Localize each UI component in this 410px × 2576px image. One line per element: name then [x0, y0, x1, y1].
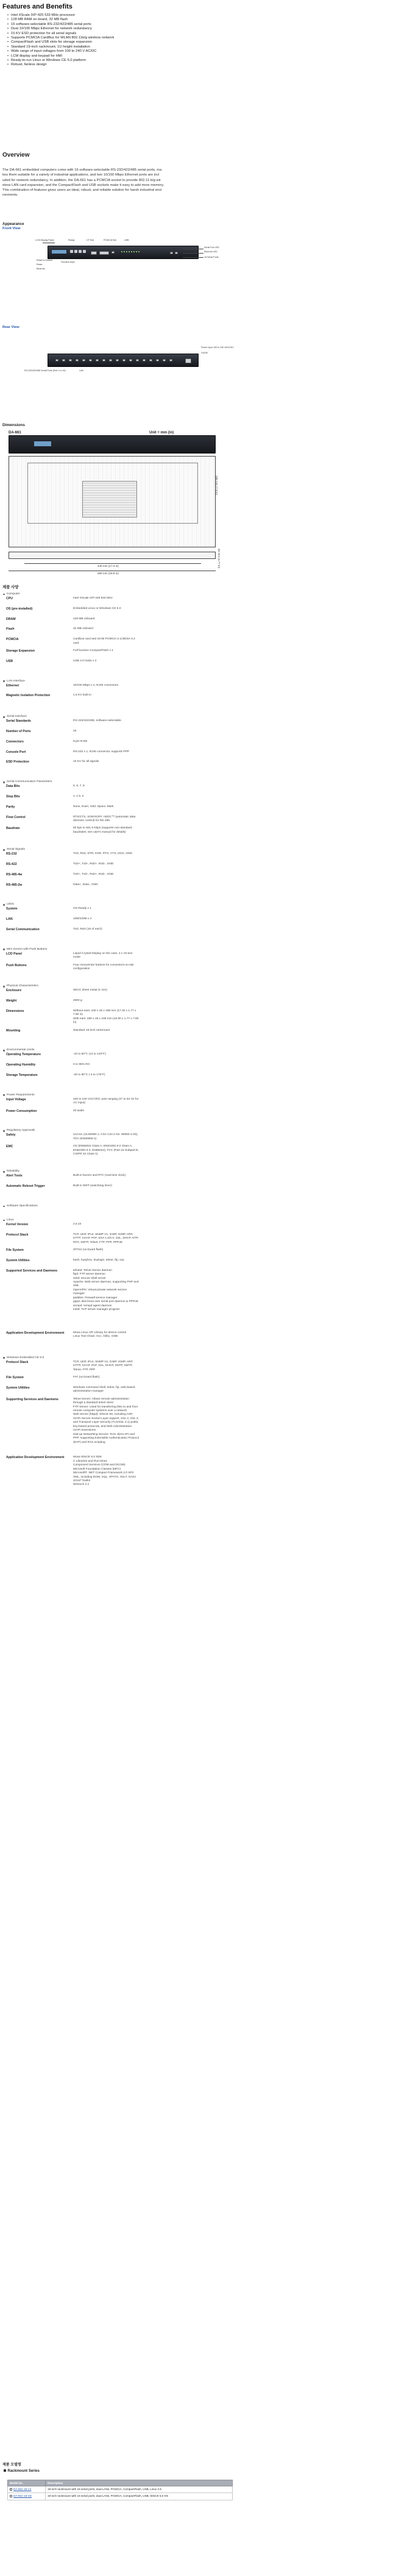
spec-row	[2, 1386, 408, 1398]
spec-key: System Utilities	[6, 1386, 30, 1390]
spec-value: TxD+, TxD-, RxD+, RxD-, GND	[73, 862, 114, 866]
spec-value: TxD+, TxD-, RxD+, RxD-, GND	[73, 872, 114, 876]
spec-value: Windows command shell, telnet, ftp, web-based administration manager	[73, 1386, 135, 1393]
spec-row	[2, 917, 408, 928]
spec-row	[2, 1361, 408, 1376]
function-key	[79, 250, 82, 253]
serial-led	[121, 251, 122, 252]
spec-value: Data+, Data-, GND	[73, 883, 98, 886]
spec-key: Protocol Stack	[6, 1360, 29, 1364]
serial-led	[131, 251, 132, 252]
spec-value: Liquid Crystal Display on the case, 2 x 16 text mode	[73, 952, 133, 959]
spec-section-heading: Reliability	[2, 1170, 408, 1174]
rj45-serial-port	[55, 359, 58, 361]
spec-key: USB	[6, 659, 13, 663]
spec-value: Built-in buzzer and RTC (real-time clock)	[73, 1174, 126, 1178]
table-row	[8, 2486, 233, 2493]
spec-value: 10/100 Mbps x 2, RJ45 connectors	[73, 683, 119, 687]
spec-section-heading: Power Requirements	[2, 1094, 408, 1098]
spec-section	[2, 715, 408, 770]
spec-value: USB 2.0 hosts x 2	[73, 659, 97, 663]
spec-key: Storage Temperature	[6, 1073, 38, 1077]
spec-row	[2, 964, 408, 975]
spec-value: RS-232/422/485, software-selectable	[73, 719, 121, 723]
spec-key: Number of Ports	[6, 729, 31, 733]
rj45-serial-port	[143, 359, 146, 361]
spec-value: 32 MB onboard	[73, 627, 93, 631]
rj45-serial-port	[149, 359, 152, 361]
spec-value: FAT (on-board flash)	[73, 1375, 100, 1379]
spec-row	[2, 816, 408, 827]
order-model-cell[interactable]	[8, 2486, 46, 2493]
rj45-serial-port	[129, 359, 132, 361]
checkbox[interactable]	[10, 2488, 12, 2491]
rear-view-device-image	[48, 354, 199, 367]
rj45-serial-port	[69, 359, 72, 361]
spec-section	[2, 680, 408, 706]
spec-key: Ethernet	[6, 683, 19, 688]
spec-key: Power Consumption	[6, 1109, 37, 1113]
spec-row	[2, 827, 408, 838]
feature-item: • 16 software-selectable RS-232/422/485 serial ports	[7, 23, 190, 27]
dimensions-model: DA-661	[9, 431, 21, 435]
callout-cf: CF Slot	[87, 239, 94, 241]
spec-value: None, Even, Odd, Space, Mark	[73, 805, 114, 808]
spec-value: -10 to 60°C (14 to 140°F)	[73, 1053, 106, 1056]
spec-value: 8-pin RJ45	[73, 739, 88, 743]
spec-section	[2, 1219, 408, 1347]
spec-row	[2, 1063, 408, 1073]
spec-key: RS-485-4w	[6, 872, 23, 877]
ordering-subtitle	[4, 2469, 40, 2474]
order-model-cell[interactable]	[8, 2493, 46, 2500]
spec-value: JFFS2 (on-board flash)	[73, 1248, 104, 1251]
spec-section-heading: Serial Interface	[2, 715, 408, 719]
callout-serial-led: Serial Port LED	[204, 246, 219, 249]
rear-view-label: Rear View	[2, 326, 19, 329]
spec-row	[2, 1398, 408, 1456]
spec-value: TCP, UDP, IPv4, SNMP V1, ICMP, IGMP, ARP, HTTP, CHAP, PAP, SSH 1.0/2.0, SSL, DHCP, NTP, NFS, SMTP, Telnet, FTP, PPP, PPPoE	[73, 1233, 139, 1244]
spec-key: Input Voltage	[6, 1097, 26, 1101]
spec-row	[2, 627, 408, 638]
order-description-cell: 19-inch rackmount with 16 serial ports, dual LANs, PCMCIA, CompactFlash, USB, WinCE 5.0 OS	[46, 2493, 233, 2500]
dimension-side-drawing	[9, 552, 216, 559]
spec-key: Console Port	[6, 750, 26, 754]
features-title: Features and Benefits	[2, 3, 72, 10]
spec-key: System Utilities	[6, 1258, 30, 1262]
spec-row	[2, 1109, 408, 1120]
cf-slot	[91, 251, 97, 255]
callout-ready: Ready	[68, 239, 75, 241]
spec-value: TCP, UDP, IPv4, SNMP V2, ICMP, IGMP, ARP, HTTP, CHAP, PAP, SSL, DHCP, SNTP, SMTP, Telnet, FTP, PPP	[73, 1360, 133, 1372]
spec-value: 20 watts	[73, 1109, 84, 1112]
spec-row	[2, 852, 408, 863]
spec-key: LCD Panel	[6, 952, 22, 956]
spec-row	[2, 1053, 408, 1063]
dimensions-unit: Unit = mm (in)	[149, 431, 174, 435]
spec-key: Magnetic Isolation Protection	[6, 694, 51, 698]
spec-key: Operating Temperature	[6, 1053, 41, 1057]
front-view-label: Front View	[2, 227, 21, 230]
spec-value: 5, 6, 7, 8	[73, 785, 85, 788]
spec-row	[2, 1223, 408, 1233]
callout-ethernet-led: Ethernet LED	[204, 251, 217, 253]
spec-value: Telnet Server: Allows remote administration through a standard telnet client FTP Server: Used for transferring files to and from remote computer systems over a network Web Server (httpd): WinCE 6S, including ASP, ISAPI Secure Socket Layer support, SSL 2, SSL 3, and Transport Layer Security (TLS/SSL 3.1) public key-based protocols, and Web Administration ISAPI Extensions Dial-up Networking Service: RAS client API and PPP, supporting Extensible Authentication Protocol (EAP) and RAS scripting.	[73, 1397, 139, 1444]
feature-item: • Dual 10/100 Mbps Ethernet for network redundancy	[7, 27, 190, 31]
function-key	[83, 250, 86, 253]
rj45-serial-port	[76, 359, 79, 361]
spec-row	[2, 1259, 408, 1269]
spec-value: RTS/CTS, XON/XOFF, ADDC™ (automatic data direction control) for RS-485	[73, 815, 136, 823]
spec-row	[2, 694, 408, 705]
lcm-display	[51, 249, 67, 254]
spec-value: Without ears: 440 x 45 x 198 mm (17.32 x 1.77 x 7.80 in) With ears: 480 x 45 x 198 mm (18.90 x 1.77 x 7.80 in)	[73, 1009, 139, 1025]
serial-led	[133, 251, 135, 252]
spec-section	[2, 848, 408, 893]
spec-value: Intel XScale IXP-425 533 MHz	[73, 597, 113, 600]
spec-key: Supporting Services and Daemons	[6, 1397, 58, 1401]
spec-row	[2, 760, 408, 770]
spec-value: 2600 g	[73, 999, 82, 1003]
order-header-description: Description	[46, 2480, 233, 2486]
serial-led	[136, 251, 137, 252]
callout-power: Power Input 100 to 240 VAC/VDC	[201, 346, 234, 349]
spec-key: Automatic Reboot Trigger	[6, 1184, 45, 1189]
spec-key: Enclosure	[6, 989, 22, 993]
spec-key: Application Development Environment	[6, 1331, 65, 1335]
spec-key: Flash	[6, 627, 15, 632]
front-view-device-image	[48, 246, 199, 259]
spec-value: -20 to 80°C (-4 to 176°F)	[73, 1073, 105, 1076]
feature-item: • 128 MB RAM on-board, 32 MB flash	[7, 18, 190, 22]
spec-key: Data Bits	[6, 785, 20, 789]
rj45-serial-port	[89, 359, 92, 361]
spec-section-heading: Mini Screen with Push Buttons	[2, 948, 408, 952]
spec-value: 100 to 240 VAC/VDC auto ranging (47 to 63 Hz for AC input)	[73, 1097, 139, 1105]
spec-key: RS-422	[6, 862, 17, 866]
spec-row	[2, 1133, 408, 1145]
feature-item: • Ready-to-run Linux or Windows CE 5.0 platform	[7, 59, 190, 63]
checkbox[interactable]	[10, 2495, 12, 2497]
feature-item: • CompactFlash and USB slots for storage expansion	[7, 40, 190, 44]
spec-key: Protocol Stack	[6, 1233, 29, 1237]
usb-port	[111, 251, 115, 254]
spec-value: SECC sheet metal (1 mm)	[73, 989, 107, 992]
spec-key: Dimensions	[6, 1009, 24, 1013]
spec-key: PCMCIA	[6, 638, 19, 642]
model-link[interactable]: DA-661-16-CE	[13, 2494, 32, 2498]
spec-row	[2, 684, 408, 694]
spec-row	[2, 607, 408, 617]
overview-title: Overview	[2, 152, 30, 158]
order-description-cell: 19-inch rackmount with 16 serial ports, dual LANs, PCMCIA, CompactFlash, USB, Linux 2.6	[46, 2486, 233, 2493]
spec-value: UL/cUL (UL60950-1, CSA C22.2 No. 60950-1-03), TÜV (EN60950-1)	[73, 1133, 138, 1140]
spec-key: Application Development Environment	[6, 1456, 65, 1460]
callout-usb: USB	[124, 239, 129, 241]
spec-row	[2, 750, 408, 761]
serial-led	[129, 251, 130, 252]
spec-section	[2, 780, 408, 838]
spec-value: 15 KV for all signals	[73, 760, 99, 764]
spec-value: OS Ready x 1	[73, 907, 91, 911]
spec-value: 128 MB onboard	[73, 617, 95, 621]
spec-value: telnetd: Telnet Server daemon ftpd: FTP server daemon sshd: Secure shell server Apache: Web server daemon, supporting PHP and XML OpenVPN: Virtual private network service manager iptables: Firewall service manager pppd: dial in/out over serial port daemon & PPPoE snmpd: snmpd agent daemon inetd: TCP server manager program	[73, 1268, 139, 1312]
spec-section-heading: Computer	[2, 592, 408, 597]
spec-section-heading: Environmental Limits	[2, 1048, 408, 1053]
spec-row	[2, 1009, 408, 1029]
spec-key: Serial Communication	[6, 927, 40, 931]
spec-key: Serial Standards	[6, 719, 31, 724]
spec-row	[2, 795, 408, 805]
spec-value: 1, 1.5, 2	[73, 794, 84, 798]
ordering-title: 제품 모델명	[2, 2463, 21, 2467]
rj45-serial-port	[96, 359, 99, 361]
spec-row	[2, 740, 408, 750]
overview-text: The DA-661 embedded computers come with 16 software-selectable RS-232/422/485 serial ports, ma kes them suitable for a variety of industrial applications, and two 10/100 Mbps Ethernet ports are incl uded for network redundancy. In addition, the DA-661 has a PCMCIA socket to provide 802.11 b/g wir eless LAN card expansion, and the CompactFlash and USB sockets make it easy to add more memory. This combination of features gives users an ideal, robust, and reliable solution for harsh industrial envi ronments.	[2, 168, 164, 197]
callout-pcmcia: PCMCIA Slot	[104, 239, 116, 241]
spec-row	[2, 1073, 408, 1084]
spec-key: LAN	[6, 917, 13, 922]
spec-row	[2, 873, 408, 883]
lan-port	[163, 359, 166, 361]
callout-lcm: LCM Display Panel	[35, 239, 54, 241]
spec-key: Stop Bits	[6, 794, 20, 799]
spec-row	[2, 1456, 408, 1506]
spec-row	[2, 928, 408, 938]
spec-section-heading: LEDs	[2, 903, 408, 907]
spec-row	[2, 907, 408, 917]
dim-width-outer: 480 mm (18.9 in)	[97, 572, 119, 575]
feature-item: • 15 KV ESD protection for all serial signals	[7, 32, 190, 36]
spec-value: 16	[73, 729, 77, 733]
spec-key: DRAM	[6, 617, 16, 621]
spec-key: RS-232	[6, 852, 17, 856]
callout-function-keys: Function Keys	[61, 261, 75, 263]
spec-row	[2, 1233, 408, 1248]
spec-row	[2, 1098, 408, 1109]
spec-key: Kernel Version	[6, 1223, 29, 1226]
spec-section	[2, 1170, 408, 1195]
spec-value: Cardbus card and 16-bit PCMCIA 2.1/JEIDA 4.2 card	[73, 638, 135, 645]
ethernet-port	[175, 252, 178, 254]
spec-key: Weight	[6, 999, 17, 1003]
feature-item: • Robust, fanless design	[7, 63, 190, 67]
power-input	[185, 358, 191, 363]
spec-row	[2, 597, 408, 607]
order-header-model: Model No.	[8, 2480, 46, 2486]
dim-height: 45 mm (1.77 in)	[217, 549, 221, 569]
spec-row	[2, 1376, 408, 1386]
appearance-title: Appearance	[2, 222, 24, 226]
spec-row	[2, 1331, 408, 1347]
feature-item: • Standard 19-inch rackmount, 1U height installation	[7, 45, 190, 49]
callout-line	[183, 257, 203, 258]
spec-value: TxD, RxD (16 of each)	[73, 927, 102, 931]
spec-value: Standard 19-inch rackmount	[73, 1028, 110, 1032]
spec-value: TxD, RxD, DTR, DSR, RTS, CTS, DCD, GND	[73, 852, 132, 856]
spec-section	[2, 948, 408, 975]
spec-row	[2, 719, 408, 730]
callout-reset-default: Reset to Default	[37, 259, 52, 262]
spec-row	[2, 863, 408, 873]
spec-value: bash, busybox, tinylogin, telnet, ftp, scp	[73, 1258, 124, 1262]
spec-row	[2, 1174, 408, 1184]
spec-key: RS-485-2w	[6, 883, 23, 887]
dimension-top-drawing	[9, 456, 216, 547]
callout-rear-serial: RS-232/422/485 Serial Ports (Port 1 to 16)	[24, 369, 66, 372]
spec-value: Embedded Linux or Windows CE 5.0	[73, 607, 121, 610]
spec-section-heading: Linux	[2, 1219, 408, 1223]
rj45-serial-port	[82, 359, 85, 361]
spec-value: 5 to 95% RH	[73, 1063, 90, 1067]
spec-section	[2, 984, 408, 1039]
spec-key: Storage Expansion	[6, 649, 35, 653]
specs-title: 제품 사양	[2, 585, 19, 589]
spec-section	[2, 1094, 408, 1120]
spec-value: 2.6.10	[73, 1223, 82, 1226]
spec-value: 1.5 KV built-in	[73, 694, 91, 697]
dim-depth: 198 mm (7.8 in)	[215, 475, 218, 496]
spec-row	[2, 1029, 408, 1039]
callout-reset: Reset	[37, 263, 43, 266]
spec-key: System	[6, 907, 18, 911]
rj45-serial-port	[122, 359, 125, 361]
spec-row	[2, 1269, 408, 1331]
features-list	[7, 13, 190, 68]
spec-row	[2, 1145, 408, 1160]
spec-row	[2, 649, 408, 660]
spec-row	[2, 883, 408, 894]
spec-key: Alert Tools	[6, 1174, 23, 1178]
vent-panel	[82, 481, 137, 518]
model-link[interactable]: DA-661-16-LX	[13, 2488, 32, 2491]
spec-row	[2, 1248, 408, 1259]
spec-key: File System	[6, 1248, 24, 1252]
serial-led	[138, 251, 140, 252]
callout-serial-ports: 16 Serial Ports	[204, 256, 219, 258]
spec-row	[2, 730, 408, 740]
spec-row	[2, 638, 408, 649]
rj45-serial-port	[109, 359, 112, 361]
spec-value: RS-232 x 1, RJ45 connector, supports PPP	[73, 750, 129, 753]
callout-lan: LAN	[79, 369, 83, 372]
spec-value: Moxa Linux API Library for device control Linux Tool Chain: Gcc, Glibc, GDB	[73, 1331, 127, 1339]
spec-section	[2, 1356, 408, 1506]
dim-width-inner: 440 mm (17.3 in)	[97, 564, 119, 568]
spec-section	[2, 1129, 408, 1160]
rj45-serial-port	[136, 359, 139, 361]
spec-section	[2, 1204, 408, 1209]
spec-section	[2, 1048, 408, 1083]
spec-key: ESD Protection	[6, 760, 29, 764]
table-row	[8, 2493, 233, 2500]
spec-row	[2, 617, 408, 628]
spec-key: OS (pre-installed)	[6, 607, 33, 611]
lcm-display	[34, 441, 52, 447]
spec-key: Flow Control	[6, 815, 26, 819]
spec-section	[2, 592, 408, 670]
spec-section-heading: Serial Communication Parameters	[2, 780, 408, 785]
rj45-serial-port	[116, 359, 119, 361]
spec-section-heading: Physical Characteristics	[2, 984, 408, 989]
spec-section-heading: Regulatory Approvals	[2, 1129, 408, 1133]
spec-row	[2, 785, 408, 795]
dim-line	[24, 563, 201, 564]
spec-row	[2, 660, 408, 670]
spec-row	[2, 989, 408, 999]
callout-onoff: On/Off	[201, 352, 208, 354]
feature-item: • Supports PCMCIA CardBus for WLAN 802.11b/g wireless network	[7, 36, 190, 40]
spec-row	[2, 999, 408, 1009]
spec-key: Safety	[6, 1133, 16, 1137]
lan-port	[169, 359, 172, 361]
spec-key: CPU	[6, 597, 13, 600]
spec-value: 50 bps to 921.6 Kbps (supports non-standard baudrates; see user's manual for details)	[73, 827, 132, 834]
callout-line	[183, 253, 203, 254]
feature-item: • LCM display and keypad for HMI	[7, 54, 190, 59]
ordering-table	[7, 2480, 233, 2500]
spec-section-heading: Windows Embedded CE 5.0	[2, 1356, 408, 1361]
spec-key: Operating Humidity	[6, 1063, 36, 1067]
spec-row	[2, 952, 408, 964]
spec-key: Supported Services and Daemons	[6, 1268, 58, 1273]
spec-value: CE (EN55022 Class A, EN61000-3-2 Class A, EN61000-3-3, EN55024), FCC (Part 15 Subpart B, CISPR 22 Class A)	[73, 1145, 139, 1156]
rj45-serial-port	[156, 359, 159, 361]
spec-value: Full function CompactFlash x 1	[73, 649, 113, 652]
function-key	[70, 250, 73, 253]
ordering-subtitle-text: Rackmount Series	[7, 2469, 40, 2473]
spec-key: Parity	[6, 805, 15, 809]
spec-section-heading: LAN Interface	[2, 680, 408, 684]
serial-led	[126, 251, 127, 252]
spec-value: Moxa WinCE 5.0 SDK C Libraries and Run-times Component Services (COM and DCOM) Microsoft Foundation Classes (MFC) Microsoft® .NET Compact Framework 2.0 SP2 XML, including DOM, XQL, XPATH, XSLT, SAX2 SOAP Toolkit Winsock 2.2	[73, 1456, 136, 1487]
function-key	[74, 250, 77, 253]
spec-key: EMC	[6, 1145, 13, 1149]
rj45-serial-port	[102, 359, 105, 361]
callout-ethernet: Ethernet	[37, 268, 45, 270]
spec-key: Push Buttons	[6, 963, 27, 967]
spec-value: Four menu/enter buttons for convenient on-site configuration	[73, 963, 134, 971]
rj45-serial-port	[62, 359, 65, 361]
spec-row	[2, 805, 408, 816]
dimension-front-drawing	[9, 435, 216, 454]
spec-key: File System	[6, 1375, 24, 1379]
pcmcia-slot	[99, 251, 109, 255]
spec-key: Mounting	[6, 1028, 21, 1033]
spec-row	[2, 1184, 408, 1195]
dimensions-title: Dimensions	[2, 423, 25, 427]
spec-value: 10M/100M x 2	[73, 917, 92, 921]
bullet-icon	[4, 2469, 6, 2472]
feature-item: • Wide range of input voltages from 100 to 240 V AC/DC	[7, 49, 190, 54]
spec-section-heading: Software Specifications	[2, 1204, 408, 1209]
serial-led	[124, 251, 125, 252]
spec-key: Baudrate	[6, 827, 20, 831]
feature-item: • Intel XScale IXP-425 533 MHz processor	[7, 13, 190, 18]
spec-value: Built-in WDT (watchdog timer)	[73, 1184, 112, 1188]
spec-section	[2, 903, 408, 938]
spec-section-heading: Serial Signals	[2, 848, 408, 852]
ethernet-port	[170, 252, 173, 254]
spec-key: Connectors	[6, 739, 24, 744]
